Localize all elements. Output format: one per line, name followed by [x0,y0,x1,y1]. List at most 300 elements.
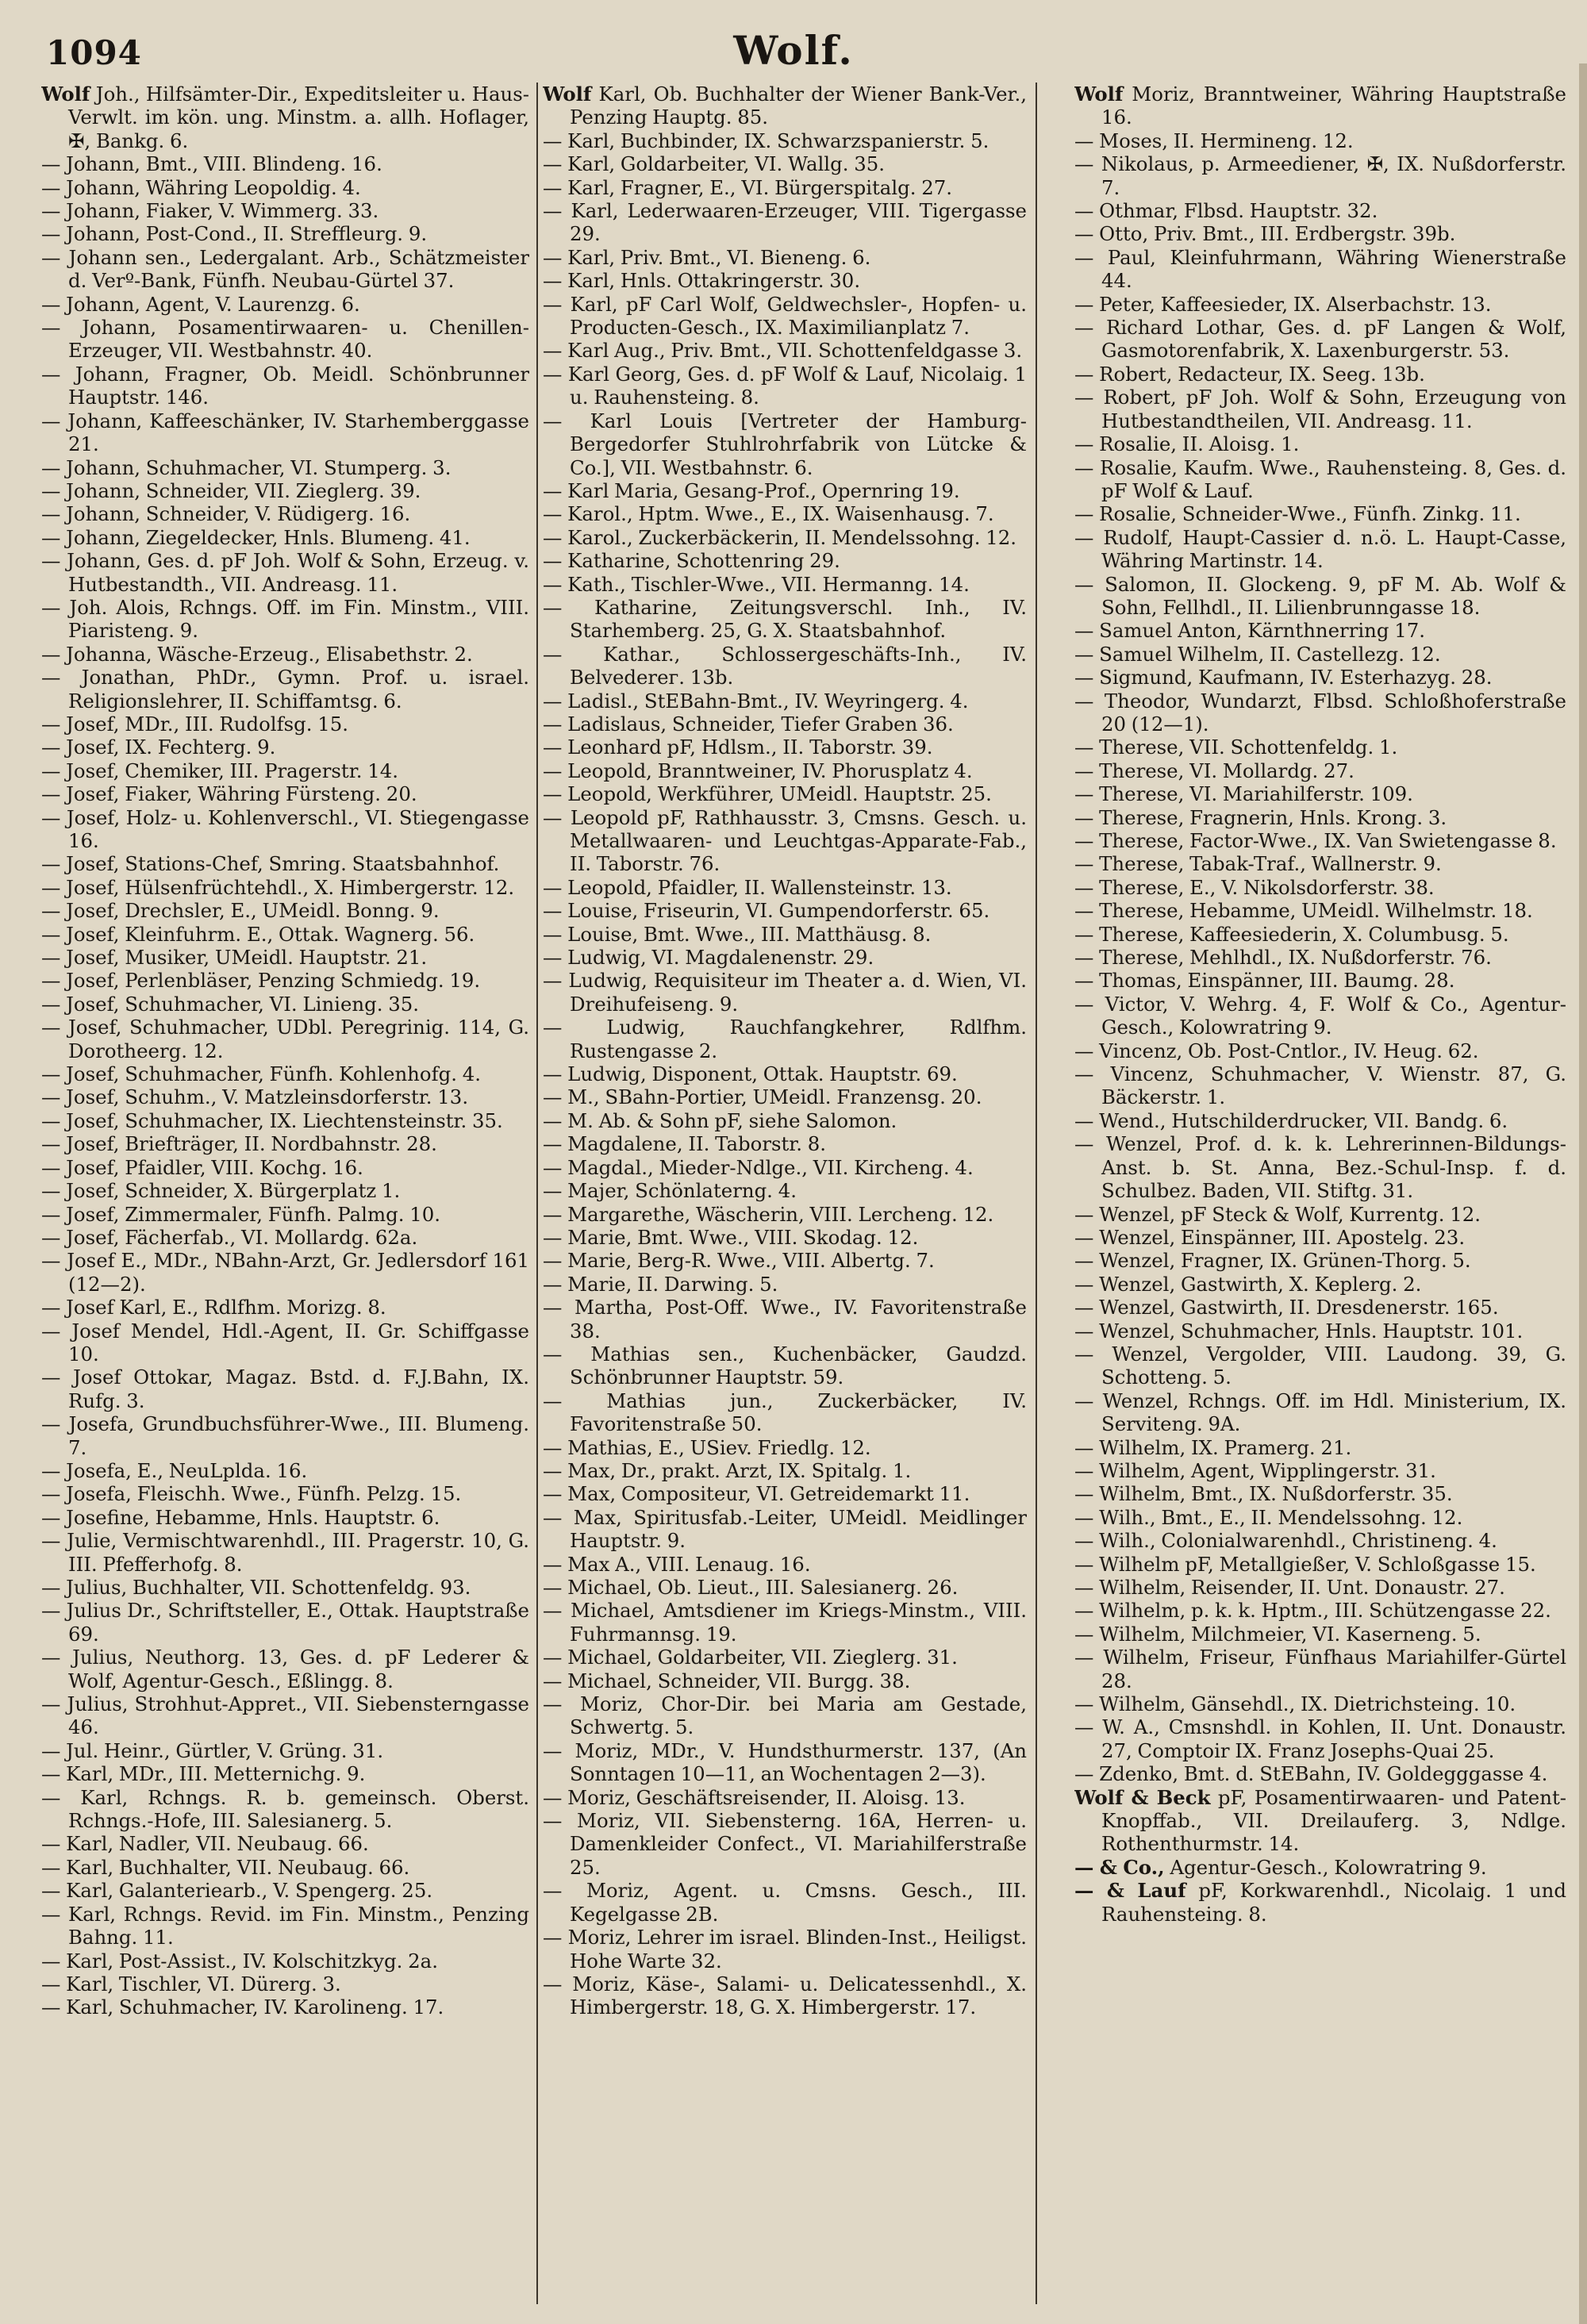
directory-entry [41,409,529,456]
directory-entry [1074,1529,1566,1552]
entry-text: Joh. Alois, Rchngs. Off. im Fin. Minstm., VIII. Piaristeng. 9. [68,595,529,643]
directory-entry [543,1016,1027,1062]
entry-text: Paul, Kleinfuhrmann, Währing Wienerstraße 44. [1101,245,1566,293]
entry-lead: — [543,1249,563,1273]
entry-lead: — [41,1599,61,1623]
directory-entry [1074,1039,1566,1062]
entry-text: Josef, Schuhm., V. Matzleinsdorferstr. 13. [66,1085,469,1109]
directory-entry [41,502,529,525]
directory-entry [41,806,529,853]
entry-lead: — [41,922,61,946]
entry-lead: — [543,1132,563,1156]
entry-lead: — [1074,432,1094,456]
directory-entry [41,1179,529,1202]
directory-entry [543,1296,1027,1343]
column-divider [1036,83,1037,2304]
entry-lead: — [543,1435,563,1459]
directory-entry [1074,852,1566,875]
running-head: Wolf. [733,27,854,74]
entry-lead: — [1074,969,1094,993]
directory-entry [1074,899,1566,922]
entry-lead: Wolf [41,83,90,106]
entry-text: Karl Georg, Ges. d. pF Wolf & Lauf, Nicolaig. 1 u. Rauhensteing. 8. [567,362,1027,409]
entry-lead: — [1074,736,1094,759]
directory-entry [1074,293,1566,316]
entry-text: W. A., Cmsnshdl. in Kohlen, II. Unt. Donaustr. 27, Comptoir IX. Franz Josephs-Quai 25. [1101,1715,1566,1762]
entry-text: Therese, Fragnerin, Hnls. Krong. 3. [1099,805,1447,829]
directory-entry [41,1996,529,2019]
directory-entry [41,1156,529,1179]
entry-lead: — [41,1692,61,1716]
page-edge [1579,63,1587,2324]
directory-entry [1074,456,1566,503]
entry-lead: — [543,899,563,923]
directory-entry [41,1109,529,1132]
directory-entry [1074,643,1566,666]
entry-lead: — [1074,1342,1094,1366]
entry-lead: — & Co., [1074,1855,1165,1879]
entry-text: Leopold, Branntweiner, IV. Phorusplatz 4. [567,759,973,782]
entry-text: Josef, Musiker, UMeidl. Hauptstr. 21. [66,946,428,970]
entry-lead: — [41,152,61,176]
directory-entry [543,339,1027,362]
entry-lead: — [41,642,61,666]
entry-lead: — [41,1016,61,1039]
entry-text: Therese, Hebamme, UMeidl. Wilhelmstr. 18. [1099,899,1533,923]
entry-text: Josef, Pfaidler, VIII. Kochg. 16. [66,1155,363,1179]
entry-text: Karl, Post-Assist., IV. Kolschitzkyg. 2a. [66,1949,438,1973]
directory-entry [1074,222,1566,245]
directory-entry [41,152,529,175]
entry-text: Wenzel, Gastwirth, II. Dresdenerstr. 165. [1099,1296,1499,1319]
entry-text: Josefa, Fleischh. Wwe., Fünfh. Pelzg. 15. [66,1482,462,1506]
entry-lead: — [543,1809,563,1833]
directory-entry [1074,1576,1566,1599]
directory-entry [41,993,529,1016]
entry-lead: — [41,736,61,759]
entry-text: Johann, Agent, V. Laurenzg. 6. [66,292,360,316]
directory-entry [1074,1389,1566,1436]
entry-text: Julius, Buchhalter, VII. Schottenfeldg. 93. [66,1576,471,1599]
entry-text: Wenzel, pF Steck & Wolf, Kurrentg. 12. [1099,1202,1481,1226]
entry-lead: — [543,1458,563,1482]
entry-lead: — [543,152,563,176]
entry-text: Josef, Drechsler, E., UMeidl. Bonng. 9. [66,899,440,923]
entry-lead: — [1074,782,1094,806]
entry-text: Wenzel, Fragner, IX. Grünen-Thorg. 5. [1099,1249,1471,1273]
entry-text: Marie, Berg-R. Wwe., VIII. Albertg. 7. [567,1249,935,1273]
entry-text: Karl, Buchbinder, IX. Schwarzspanierstr. 5. [567,129,989,152]
entry-lead: — [1074,1435,1094,1459]
directory-entry [41,1226,529,1249]
entry-lead: — [1074,1039,1094,1062]
entry-text: Josefine, Hebamme, Hnls. Hauptstr. 6. [66,1505,440,1529]
directory-entry [41,1296,529,1319]
directory-entry [1074,386,1566,432]
entry-lead: — [1074,1296,1094,1319]
directory-entry [543,293,1027,340]
entry-text: Karl, Rchngs. Revid. im Fin. Minstm., Penzing Bahng. 11. [68,1902,529,1949]
entry-lead: — [1074,666,1094,690]
entry-lead: — & Lauf [1074,1879,1186,1903]
entry-lead: — [41,1949,61,1973]
entry-lead: — [1074,1529,1094,1553]
directory-entry [41,876,529,899]
directory-entry [543,199,1027,246]
entry-text: Magdalene, II. Taborstr. 8. [567,1132,827,1156]
entry-text: Julius, Neuthorg. 13, Ges. d. pF Lederer & Wolf, Agentur-Gesch., Eßlingg. 8. [68,1646,529,1692]
entry-lead: — [1074,946,1094,970]
entry-lead: — [1074,199,1094,223]
directory-entry [543,1786,1027,1809]
directory-entry [1074,829,1566,852]
entry-text: Louise, Friseurin, VI. Gumpendorferstr. 65. [567,899,990,923]
directory-entry [41,549,529,596]
entry-lead: — [41,409,61,432]
entry-text: Johann, Schneider, V. Rüdigerg. 16. [66,502,411,526]
directory-entry [41,1692,529,1739]
directory-entry [543,1179,1027,1202]
directory-entry [1074,736,1566,759]
entry-text: M. Ab. & Sohn pF, siehe Salomon. [567,1108,897,1132]
entry-lead: — [1074,1762,1094,1786]
entry-lead: — [1074,386,1094,409]
entry-text: Josef, Kleinfuhrm. E., Ottak. Wagnerg. 56. [66,922,475,946]
entry-lead: — [41,549,61,573]
entry-lead: — [543,1108,563,1132]
entry-lead: — [1074,245,1094,269]
entry-lead: — [41,1855,61,1879]
entry-text: Karl, Nadler, VII. Neubaug. 66. [66,1832,369,1856]
entry-lead: — [543,805,563,829]
directory-entry [41,1879,529,1902]
entry-lead: — [1074,1108,1094,1132]
entry-lead: — [41,1902,61,1926]
entry-text: Therese, Tabak-Traf., Wallnerstr. 9. [1099,852,1442,876]
entry-lead: — [41,1832,61,1856]
directory-entry [41,1319,529,1366]
entry-lead: — [1074,316,1094,340]
entry-lead: — [543,572,563,596]
entry-text: Josef, Fächerfab., VI. Mollardg. 62a. [66,1225,418,1249]
entry-text: Karl, Rchngs. R. b. gemeinsch. Oberst. Rchngs.-Hofe, III. Salesianerg. 5. [68,1785,529,1833]
directory-entry [41,759,529,782]
directory-entry [543,1506,1027,1553]
entry-text: Josef, Fiaker, Währing Fürsteng. 20. [66,782,417,806]
directory-entry [41,736,529,759]
directory-entry [1074,993,1566,1039]
entry-lead: — [41,875,61,899]
directory-entry [1074,946,1566,969]
directory-entry [41,1062,529,1085]
entry-lead: — [543,362,563,386]
entry-text: Johann, Schuhmacher, VI. Stumperg. 3. [66,455,452,479]
directory-entry [41,293,529,316]
entry-text: Martha, Post-Off. Wwe., IV. Favoritenstraße 38. [570,1296,1027,1343]
entry-lead: — [41,712,61,736]
entry-lead: — [543,339,563,363]
entry-lead: — [1074,152,1094,176]
directory-entry [543,759,1027,782]
directory-entry [1074,1762,1566,1785]
directory-entry [1074,1273,1566,1296]
entry-text: Moriz, Lehrer im israel. Blinden-Inst., Heiligst. Hohe Warte 32. [567,1926,1027,1973]
directory-entry [543,923,1027,946]
entry-text: Josef, Schuhmacher, UDbl. Peregrinig. 114, G. Dorotheerg. 12. [68,1016,529,1062]
entry-text: Othmar, Flbsd. Hauptstr. 32. [1099,199,1378,223]
entry-text: Johann, Post-Cond., II. Streffleurg. 9. [66,222,428,246]
entry-lead: — [1074,1062,1094,1086]
entry-text: Johann, Fiaker, V. Wimmerg. 33. [66,199,379,223]
column-1 [41,83,529,2304]
entry-lead: — [41,1738,61,1762]
entry-lead: — [41,525,61,549]
entry-lead: — [543,875,563,899]
directory-entry [543,690,1027,713]
entry-lead: — [41,1762,61,1786]
entry-text: Robert, Redacteur, IX. Seeg. 13b. [1099,362,1425,386]
page-header [0,27,1587,83]
entry-lead: — [1074,642,1094,666]
directory-entry [543,713,1027,736]
directory-entry [543,1062,1027,1085]
entry-text: Johann, Schneider, VII. Zieglerg. 39. [66,478,421,502]
directory-entry [543,1809,1027,1879]
entry-text: Michael, Schneider, VII. Burgg. 38. [567,1669,911,1692]
entry-lead: — [1074,455,1094,479]
directory-entry [41,1949,529,1973]
entry-text: Julius Dr., Schriftsteller, E., Ottak. Hauptstraße 69. [66,1599,529,1646]
entry-text: Mathias sen., Kuchenbäcker, Gaudzd. Schönbrunner Hauptstr. 59. [570,1342,1027,1389]
directory-entry [41,643,529,666]
entry-text: Karl, Ob. Buchhalter der Wiener Bank-Ver., Penzing Hauptg. 85. [570,83,1027,129]
entry-lead: — [1074,1319,1094,1343]
entry-text: Johann, Ziegeldecker, Hnls. Blumeng. 41. [66,525,471,549]
directory-entry [41,1132,529,1155]
directory-entry [41,596,529,643]
entry-text: Moriz, Käse-, Salami- u. Delicatessenhdl., X. Himbergerstr. 18, G. X. Himbergerstr. 17. [570,1972,1027,2019]
directory-entry [41,946,529,969]
entry-text: Agentur-Gesch., Kolowratring 9. [1170,1855,1487,1879]
entry-text: Ludwig, Disponent, Ottak. Hauptstr. 69. [567,1062,958,1086]
entry-lead: — [41,782,61,806]
directory-entry [543,1926,1027,1973]
entry-text: Wend., Hutschilderdrucker, VII. Bandg. 6. [1099,1108,1508,1132]
entry-lead: — [41,1108,61,1132]
entry-text: Magdal., Mieder-Ndlge., VII. Kircheng. 4. [567,1155,974,1179]
directory-entry [543,549,1027,572]
directory-entry [543,526,1027,549]
entry-text: Karl, Priv. Bmt., VI. Bieneng. 6. [567,245,871,269]
directory-entry [543,176,1027,199]
entry-lead: — [41,175,61,199]
entry-text: Jul. Heinr., Gürtler, V. Grüng. 31. [66,1738,384,1762]
directory-entry [1074,1506,1566,1529]
entry-lead: — [1074,572,1094,596]
entry-text: Samuel Anton, Kärnthnerring 17. [1099,619,1426,643]
entry-lead: — [543,1389,563,1412]
entry-lead: — [1074,852,1094,876]
entry-text: Michael, Amtsdiener im Kriegs-Minstm., VIII. Fuhrmannsg. 19. [570,1599,1027,1646]
entry-lead: — [1074,1202,1094,1226]
directory-entry [543,1599,1027,1646]
entry-lead: — [1074,525,1094,549]
entry-text: Wilhelm, Bmt., IX. Nußdorferstr. 35. [1099,1482,1453,1506]
entry-lead: — [41,222,61,246]
directory-entry [1074,199,1566,222]
entry-lead: — [41,1879,61,1903]
column-2 [543,83,1027,2304]
entry-text: Katharine, Zeitungsverschl. Inh., IV. Starhemberg. 25, G. X. Staatsbahnhof. [570,595,1027,643]
entry-text: Moriz, Geschäftsreisender, II. Aloisg. 13. [567,1785,966,1809]
entry-text: Max, Compositeur, VI. Getreidemarkt 11. [567,1482,970,1506]
entry-text: pF, Posamentirwaaren- und Patent-Knopffab., VII. Dreilauferg. 3, Ndlge. Rothenthurmstr. 14. [1101,1785,1566,1856]
entry-lead: — [543,175,563,199]
entry-text: Therese, VII. Schottenfeldg. 1. [1099,736,1398,759]
entry-lead: — [41,1785,61,1809]
entry-lead: — [41,899,61,923]
entry-text: Theodor, Wundarzt, Flbsd. Schloßhoferstraße 20 (12—1). [1101,689,1566,736]
entry-text: Josef, Zimmermaler, Fünfh. Palmg. 10. [66,1202,440,1226]
entry-lead: — [41,1202,61,1226]
entry-lead: — [543,1972,563,1996]
entry-text: Ludwig, VI. Magdalenenstr. 29. [567,946,874,970]
directory-entry [41,969,529,992]
entry-lead: — [41,1319,61,1343]
entry-lead: — [1074,992,1094,1016]
entry-text: Wilhelm, Milchmeier, VI. Kaserneng. 5. [1099,1622,1481,1646]
entry-text: Karol., Zuckerbäckerin, II. Mendelssohng. 12. [567,525,1017,549]
entry-lead: — [41,1249,61,1273]
entry-lead: — [543,1202,563,1226]
directory-entry [543,782,1027,805]
directory-entry [1074,1203,1566,1226]
directory-entry [1074,1436,1566,1459]
entry-text: Wilhelm, p. k. k. Hptm., III. Schützengasse 22. [1099,1599,1551,1623]
entry-lead: — [41,1296,61,1319]
entry-text: Therese, Factor-Wwe., IX. Van Swietengasse 8. [1099,829,1557,852]
entry-text: Johann, Fragner, Ob. Meidl. Schönbrunner Hauptstr. 146. [68,362,529,409]
directory-entry [41,1576,529,1599]
entry-lead: — [1074,1482,1094,1506]
entry-lead: — [543,712,563,736]
entry-text: Josef, IX. Fechterg. 9. [66,736,276,759]
entry-lead: — [543,1552,563,1576]
entry-text: Kath., Tischler-Wwe., VII. Hermanng. 14. [567,572,970,596]
entry-lead: — [1074,759,1094,782]
entry-text: Johann, Ges. d. pF Joh. Wolf & Sohn, Erzeug. v. Hutbestandth., VII. Andreasg. 11. [67,549,529,596]
entry-lead: — [1074,922,1094,946]
entry-text: Josef, Schuhmacher, Fünfh. Kohlenhofg. 4. [66,1062,481,1086]
directory-entry [543,479,1027,502]
entry-lead: — [41,595,61,619]
entry-lead: — [41,245,61,269]
entry-text: Rosalie, Schneider-Wwe., Fünfh. Zinkg. 11. [1099,502,1521,526]
entry-text: Leopold, Werkführer, UMeidl. Hauptstr. 25. [567,782,992,806]
directory-entry [543,1482,1027,1505]
entry-text: Sigmund, Kaufmann, IV. Esterhazyg. 28. [1099,666,1493,690]
directory-entry [543,1436,1027,1459]
directory-entry [1074,666,1566,689]
directory-entry [543,1226,1027,1249]
entry-text: Wilhelm, Agent, Wipplingerstr. 31. [1099,1458,1436,1482]
entry-text: Wilhelm, Gänsehdl., IX. Dietrichsteing. 10. [1099,1692,1516,1716]
entry-text: Wenzel, Rchngs. Off. im Hdl. Ministerium, IX. Serviteng. 9A. [1101,1389,1566,1436]
directory-entry [1074,1856,1566,1879]
entry-lead: — [41,969,61,993]
directory-entry [1074,782,1566,805]
entry-text: Karl Louis [Vertreter der Hamburg-Bergedorfer Stuhlrohrfabrik von Lütcke & Co.], VII. Westbahnstr. 6. [570,409,1027,479]
entry-text: Karl, pF Carl Wolf, Geldwechsler-, Hopfen- u. Producten-Gesch., IX. Maximilianplatz 7. [570,292,1027,340]
entry-text: M., SBahn-Portier, UMeidl. Franzensg. 20. [567,1085,982,1109]
entry-lead: — [1074,1576,1094,1599]
entry-lead: — [543,689,563,713]
directory-entry [41,199,529,222]
entry-text: Josef, Chemiker, III. Pragerstr. 14. [66,759,398,782]
entry-text: Otto, Priv. Bmt., III. Erdbergstr. 39b. [1099,222,1456,246]
directory-entry [41,479,529,502]
entry-lead: — [543,782,563,806]
entry-lead: — [543,969,563,993]
entry-text: Josef, Holz- u. Kohlenverschl., VI. Stiegengasse 16. [66,805,529,852]
entry-text: Josef, Schuhmacher, IX. Liechtensteinstr. 35. [66,1108,503,1132]
entry-text: Moriz, VII. Siebensterng. 16A, Herren- u. Damenkleider Confect., VI. Mariahilferstraße 25. [570,1809,1027,1879]
entry-text: Josef, Perlenbläser, Penzing Schmiedg. 19. [66,969,481,993]
directory-entry [1074,1482,1566,1505]
directory-entry [1074,83,1566,129]
entry-text: Wilh., Colonialwarenhdl., Christineng. 4. [1099,1529,1497,1553]
entry-text: Karl, Schuhmacher, IV. Karolineng. 17. [66,1996,444,2019]
entry-lead: — [1074,1692,1094,1716]
entry-text: Vincenz, Ob. Post-Cntlor., IV. Heug. 62. [1099,1039,1479,1062]
entry-text: Vincenz, Schuhmacher, V. Wienstr. 87, G. Bäckerstr. 1. [1101,1062,1566,1109]
directory-entry [41,1529,529,1576]
entry-text: Josef E., MDr., NBahn-Arzt, Gr. Jedlersdorf 161 (12—2). [67,1249,529,1296]
directory-entry [1074,502,1566,525]
entry-text: Ladislaus, Schneider, Tiefer Graben 36. [567,712,954,736]
directory-entry [41,1366,529,1412]
directory-entry [543,596,1027,643]
entry-text: Ludwig, Requisiteur im Theater a. d. Wien, VI. Dreihufeiseng. 9. [568,969,1027,1016]
directory-entry [1074,876,1566,899]
entry-text: Karl, Galanteriearb., V. Spengerg. 25. [66,1879,433,1903]
entry-text: Kathar., Schlossergeschäfts-Inh., IV. Belvederег. 13b. [570,642,1027,690]
directory-entry [41,1459,529,1482]
entry-lead: — [1074,805,1094,829]
entry-lead: — [543,1669,563,1692]
directory-entry [41,1249,529,1296]
entry-text: Therese, Mehlhdl., IX. Nußdorferstr. 76. [1099,946,1492,970]
entry-text: Karol., Hptm. Wwe., E., IX. Waisenhausg. 7. [567,502,994,526]
directory-entry [41,1085,529,1108]
entry-lead: — [543,292,563,316]
entry-lead: — [41,759,61,782]
entry-lead: — [543,759,563,782]
entry-lead: — [543,1062,563,1086]
entry-text: Josef, MDr., III. Rudolfsg. 15. [66,712,349,736]
directory-entry [41,1786,529,1833]
directory-entry [543,1132,1027,1155]
directory-entry [543,969,1027,1016]
entry-lead: — [1074,1622,1094,1646]
entry-text: Leonhard pF, Hdlsm., II. Taborstr. 39. [567,736,933,759]
directory-entry [543,1389,1027,1436]
entry-text: Johann sen., Ledergalant. Arb., Schätzmeister d. Verº-Bank, Fünfh. Neubau-Gürtel 37. [68,245,529,293]
entry-lead: — [543,409,563,432]
directory-entry [543,876,1027,899]
entry-text: Therese, E., V. Nikolsdorferstr. 38. [1099,875,1435,899]
entry-text: Salomon, II. Glockeng. 9, pF M. Ab. Wolf & Sohn, Fellhdl., II. Lilienbrunngasse 18. [1101,572,1566,619]
